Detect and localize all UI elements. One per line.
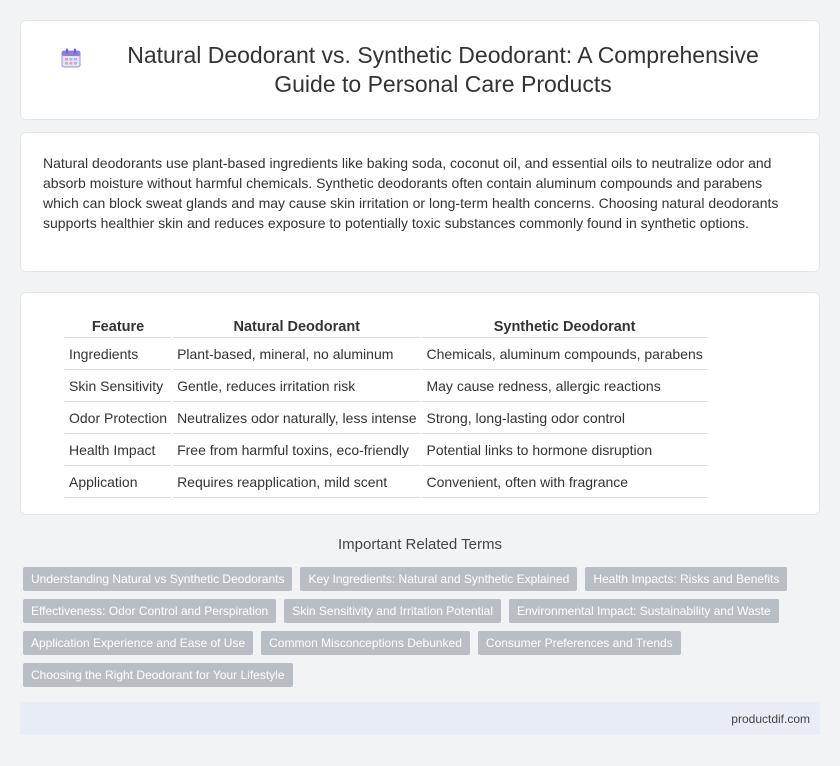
table-cell: Potential links to hormone disruption — [422, 436, 706, 466]
column-header: Natural Deodorant — [173, 315, 420, 338]
table-row — [65, 468, 707, 498]
table-row — [65, 372, 707, 402]
related-term-tag[interactable]: Key Ingredients: Natural and Synthetic Explained — [300, 567, 577, 591]
related-term-tag[interactable]: Understanding Natural vs Synthetic Deodorants — [23, 567, 292, 591]
related-term-tag[interactable]: Health Impacts: Risks and Benefits — [585, 567, 787, 591]
related-terms-list — [23, 567, 823, 687]
table-cell: Neutralizes odor naturally, less intense — [173, 404, 420, 434]
title-wrap — [60, 41, 780, 99]
column-header: Synthetic Deodorant — [422, 315, 706, 338]
comparison-table — [63, 313, 709, 500]
table-cell: Free from harmful toxins, eco-friendly — [173, 436, 420, 466]
table-cell: Convenient, often with fragrance — [422, 468, 706, 498]
related-term-tag[interactable]: Effectiveness: Odor Control and Perspiration — [23, 599, 276, 623]
related-term-tag[interactable]: Environmental Impact: Sustainability and Waste — [509, 599, 779, 623]
related-terms-heading: Important Related Terms — [338, 536, 502, 553]
table-row — [65, 436, 707, 466]
table-cell: Odor Protection — [65, 404, 171, 434]
table-row — [65, 340, 707, 370]
related-term-tag[interactable]: Skin Sensitivity and Irritation Potential — [284, 599, 501, 623]
footer-site-name: productdif.com — [731, 711, 810, 726]
table-cell: Plant-based, mineral, no aluminum — [173, 340, 420, 370]
related-term-tag[interactable]: Application Experience and Ease of Use — [23, 631, 253, 655]
table-cell: Requires reapplication, mild scent — [173, 468, 420, 498]
table-cell: Gentle, reduces irritation risk — [173, 372, 420, 402]
related-term-tag[interactable]: Choosing the Right Deodorant for Your Lifestyle — [23, 663, 293, 687]
table-header-row — [65, 315, 707, 338]
column-header: Feature — [65, 315, 171, 338]
footer — [20, 702, 820, 735]
table-cell: Health Impact — [65, 436, 171, 466]
table-cell: Strong, long-lasting odor control — [422, 404, 706, 434]
comparison-card — [20, 292, 820, 515]
intro-card — [20, 132, 820, 272]
related-term-tag[interactable]: Common Misconceptions Debunked — [261, 631, 470, 655]
table-cell: Application — [65, 468, 171, 498]
table-cell: Skin Sensitivity — [65, 372, 171, 402]
title-card — [20, 20, 820, 120]
related-term-tag[interactable]: Consumer Preferences and Trends — [478, 631, 681, 655]
table-cell: May cause redness, allergic reactions — [422, 372, 706, 402]
table-row — [65, 404, 707, 434]
page-title: Natural Deodorant vs. Synthetic Deodorant: A Comprehensive Guide to Personal Care Products — [127, 42, 759, 97]
table-cell: Chemicals, aluminum compounds, parabens — [422, 340, 706, 370]
calendar-icon — [60, 47, 82, 69]
table-cell: Ingredients — [65, 340, 171, 370]
intro-paragraph: Natural deodorants use plant-based ingredients like baking soda, coconut oil, and essential oils to neutralize odor and absorb moisture without harmful chemicals. Synthetic deodorants often contain aluminum compounds and parabens which can block sweat glands and may cause skin irritation or long-term health concerns. Choosing natural deodorants supports healthier skin and reduces exposure to potentially toxic substances commonly found in synthetic options. — [43, 155, 779, 231]
